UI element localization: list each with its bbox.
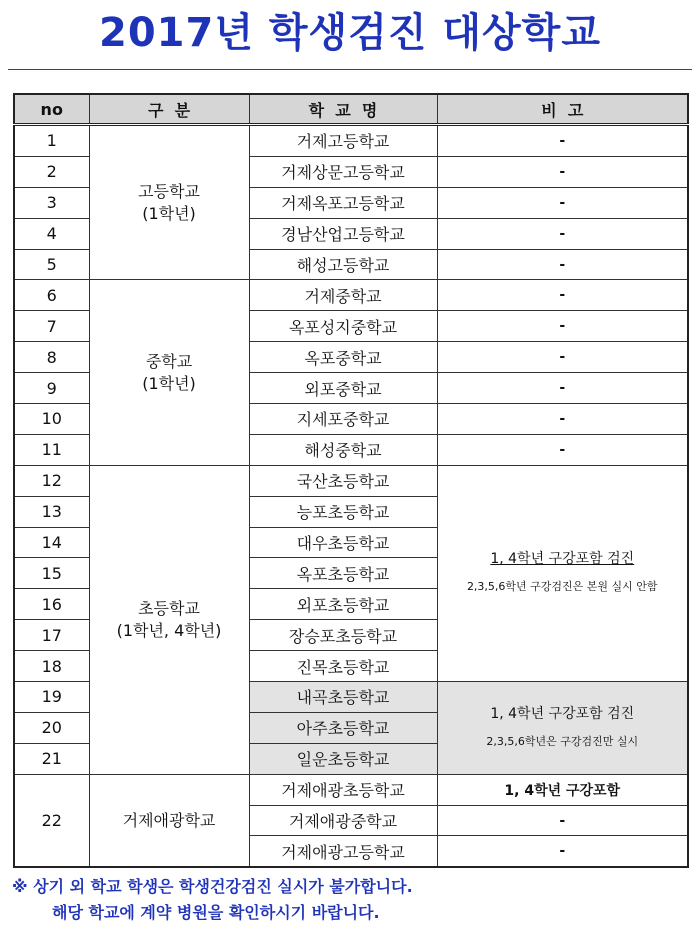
- row-no: 19: [14, 682, 89, 713]
- row-note: -: [437, 218, 688, 249]
- header-school: 학 교 명: [249, 94, 437, 125]
- note-elementary-a: [437, 465, 688, 681]
- category-label: 중학교: [145, 351, 193, 371]
- row-note: -: [437, 187, 688, 218]
- school-name: 외포초등학교: [249, 589, 437, 620]
- row-no: 6: [14, 280, 89, 311]
- school-name: 해성고등학교: [249, 249, 437, 280]
- school-name: 옥포중학교: [249, 342, 437, 373]
- row-no: 4: [14, 218, 89, 249]
- note-line1: 1, 4학년 구강포함 검진: [490, 551, 635, 568]
- header-category: 구 분: [89, 94, 249, 125]
- category-sublabel: (1학년, 4학년): [116, 620, 222, 640]
- row-note: 1, 4학년 구강포함: [437, 774, 688, 805]
- note-line2: 2,3,5,6학년 구강검진은 본원 실시 안함: [466, 580, 658, 594]
- note-line1: 1, 4학년 구강포함 검진: [490, 705, 635, 722]
- school-name: 거제중학교: [249, 280, 437, 311]
- category-middle: [89, 280, 249, 465]
- school-name: 능포초등학교: [249, 496, 437, 527]
- schools-table: [13, 93, 689, 868]
- title-divider: [8, 69, 692, 70]
- category-elementary: [89, 465, 249, 774]
- row-no: 20: [14, 712, 89, 743]
- row-no: 17: [14, 620, 89, 651]
- category-combined: 거제애광학교: [89, 774, 249, 867]
- row-no: 15: [14, 558, 89, 589]
- school-name: 거제상문고등학교: [249, 156, 437, 187]
- row-no: 18: [14, 651, 89, 682]
- category-sublabel: (1학년): [142, 373, 196, 393]
- school-name: 옥포성지중학교: [249, 311, 437, 342]
- table-header-row: [14, 94, 688, 125]
- school-name: 지세포중학교: [249, 404, 437, 435]
- school-name: 옥포초등학교: [249, 558, 437, 589]
- row-note: -: [437, 311, 688, 342]
- school-name: 아주초등학교: [249, 712, 437, 743]
- row-no: 5: [14, 249, 89, 280]
- school-name: 거제애광중학교: [249, 805, 437, 836]
- category-sublabel: (1학년): [142, 203, 196, 223]
- row-no: 7: [14, 311, 89, 342]
- row-no: 8: [14, 342, 89, 373]
- school-name: 대우초등학교: [249, 527, 437, 558]
- table-row: [14, 774, 688, 805]
- school-name: 경남산업고등학교: [249, 218, 437, 249]
- row-no: 10: [14, 404, 89, 435]
- row-no: 21: [14, 743, 89, 774]
- row-note: -: [437, 836, 688, 867]
- row-no: 2: [14, 156, 89, 187]
- row-note: -: [437, 249, 688, 280]
- category-label: 고등학교: [138, 181, 200, 201]
- school-name: 장승포초등학교: [249, 620, 437, 651]
- school-name: 거제애광초등학교: [249, 774, 437, 805]
- row-no: 22: [14, 774, 89, 867]
- row-no: 1: [14, 125, 89, 157]
- page-title: 2017년 학생검진 대상학교: [99, 10, 601, 56]
- row-note: -: [437, 434, 688, 465]
- row-no: 9: [14, 373, 89, 404]
- row-note: -: [437, 280, 688, 311]
- table-row: [14, 280, 688, 311]
- school-name: 외포중학교: [249, 373, 437, 404]
- category-label: 초등학교: [138, 598, 200, 618]
- row-note: -: [437, 125, 688, 157]
- header-note: 비 고: [437, 94, 688, 125]
- row-no: 13: [14, 496, 89, 527]
- row-note: -: [437, 805, 688, 836]
- table-row: [14, 465, 688, 496]
- row-note: -: [437, 342, 688, 373]
- school-name: 일운초등학교: [249, 743, 437, 774]
- row-no: 12: [14, 465, 89, 496]
- school-name: 해성중학교: [249, 434, 437, 465]
- school-name: 내곡초등학교: [249, 682, 437, 713]
- school-name: 진목초등학교: [249, 651, 437, 682]
- header-no: no: [14, 94, 89, 125]
- school-name: 거제애광고등학교: [249, 836, 437, 867]
- note-elementary-b: [437, 682, 688, 775]
- footer-line2: 해당 학교에 계약 병원을 확인하시기 바랍니다.: [52, 903, 380, 922]
- row-no: 3: [14, 187, 89, 218]
- row-note: -: [437, 404, 688, 435]
- table-row: [14, 125, 688, 157]
- row-note: -: [437, 373, 688, 404]
- footer-line1: ※ 상기 외 학교 학생은 학생건강검진 실시가 불가합니다.: [12, 877, 413, 896]
- note-line2: 2,3,5,6학년은 구강검진만 실시: [486, 734, 639, 748]
- category-high: [89, 125, 249, 280]
- row-no: 11: [14, 434, 89, 465]
- school-name: 거제고등학교: [249, 125, 437, 157]
- footer-notice: [12, 874, 692, 926]
- row-no: 14: [14, 527, 89, 558]
- row-no: 16: [14, 589, 89, 620]
- school-name: 거제옥포고등학교: [249, 187, 437, 218]
- school-name: 국산초등학교: [249, 465, 437, 496]
- row-note: -: [437, 156, 688, 187]
